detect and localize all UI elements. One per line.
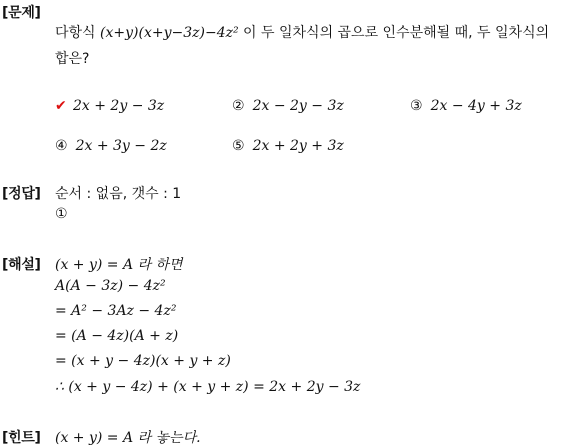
choice-4[interactable] [55, 138, 167, 154]
question-polynomial: (x+y)(x+y−3z)−4z² [100, 25, 239, 41]
choice-3-num: ③ [410, 98, 423, 114]
explanation-line-6: ∴ (x + y − 4z) + (x + y + z) = 2x + 2y − 3z [55, 379, 361, 395]
question-suffix: 이 두 일차식의 곱으로 인수분해될 때, 두 일차식의 [238, 25, 550, 41]
check-mark-icon: ✔ [55, 98, 67, 114]
question-prefix: 다항식 [55, 25, 101, 41]
explanation-label: [해설] [2, 257, 41, 273]
answer-label: [정답] [2, 186, 41, 202]
answer-value: ① [55, 206, 68, 222]
explanation-line-3: = A² − 3Az − 4z² [55, 303, 177, 319]
choice-1-text: 2x + 2y − 3z [73, 98, 165, 114]
choice-4-text: 2x + 3y − 2z [75, 138, 167, 154]
choice-5[interactable] [232, 138, 344, 154]
choice-5-text: 2x + 2y + 3z [252, 138, 344, 154]
choice-2[interactable] [232, 98, 344, 114]
choice-2-text: 2x − 2y − 3z [252, 98, 344, 114]
choice-5-num: ⑤ [232, 138, 245, 154]
explanation-line-2: A(A − 3z) − 4z² [55, 278, 166, 294]
choice-4-num: ④ [55, 138, 68, 154]
hint-text: (x + y) = A 라 놓는다. [55, 430, 201, 446]
question-line-2: 합은? [55, 51, 90, 67]
answer-meta: 순서 : 없음, 갯수 : 1 [55, 186, 182, 202]
choice-1[interactable] [55, 98, 164, 114]
hint-label: [힌트] [2, 430, 41, 446]
question-line-1 [55, 22, 549, 42]
explanation-line-1: (x + y) = A 라 하면 [55, 257, 183, 273]
explanation-line-5: = (x + y − 4z)(x + y + z) [55, 353, 231, 369]
choice-2-num: ② [232, 98, 245, 114]
choice-3-text: 2x − 4y + 3z [430, 98, 522, 114]
question-label: [문제] [2, 5, 41, 21]
choice-3[interactable] [410, 98, 522, 114]
explanation-line-4: = (A − 4z)(A + z) [55, 328, 179, 344]
